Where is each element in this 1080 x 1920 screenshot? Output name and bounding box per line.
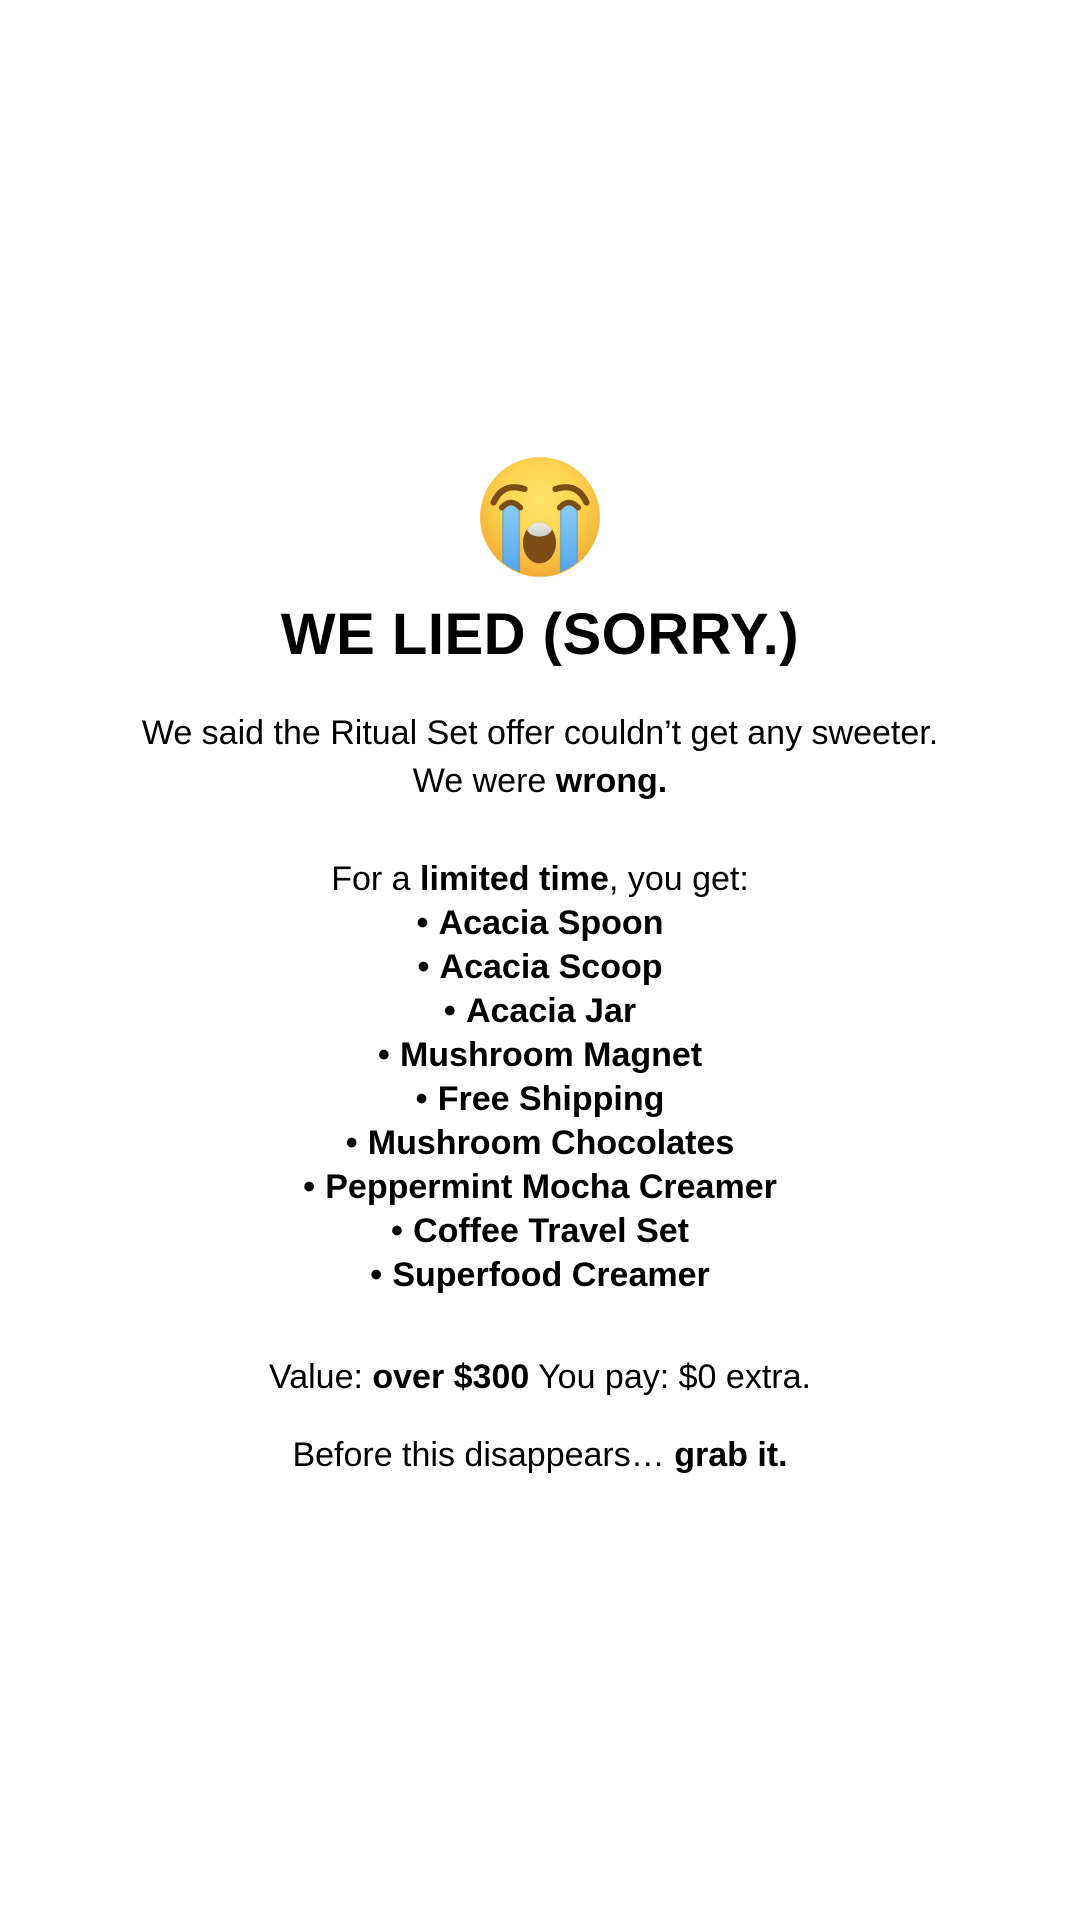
bullet-icon: • xyxy=(377,1036,390,1074)
offer-item-label: Mushroom Magnet xyxy=(399,1036,703,1074)
offer-item-label: Acacia Scoop xyxy=(439,948,663,986)
closing-bold: grab it. xyxy=(674,1436,788,1474)
offer-lead xyxy=(0,857,1080,901)
bullet-icon: • xyxy=(391,1212,403,1250)
closing-line xyxy=(0,1433,1080,1477)
closing-text: Before this disappears… xyxy=(292,1436,675,1474)
bullet-icon: • xyxy=(303,1168,316,1206)
offer-list xyxy=(0,901,1080,1297)
offer-item-label: Mushroom Chocolates xyxy=(367,1124,735,1162)
value-rest: You pay: $0 extra. xyxy=(529,1358,811,1396)
offer-item xyxy=(0,989,1080,1033)
offer-item xyxy=(0,1033,1080,1077)
offer-item xyxy=(0,1077,1080,1121)
bullet-icon: • xyxy=(443,992,456,1030)
promo-intro xyxy=(128,709,952,805)
promo-intro-text: We said the Ritual Set offer couldn’t get any sweeter. We were xyxy=(141,714,939,800)
bullet-icon: • xyxy=(417,948,430,986)
offer-item-label: Acacia Jar xyxy=(465,992,637,1030)
offer-lead-pre: For a xyxy=(331,860,420,898)
bullet-icon: • xyxy=(345,1124,358,1162)
bullet-icon: • xyxy=(416,904,429,942)
offer-item-label: Coffee Travel Set xyxy=(413,1212,689,1250)
value-label: Value: xyxy=(269,1358,373,1396)
promo-heading: WE LIED (SORRY.) xyxy=(280,602,800,667)
offer-item xyxy=(0,1253,1080,1297)
offer-item xyxy=(0,945,1080,989)
offer-item-label: Superfood Creamer xyxy=(392,1256,710,1294)
value-amount: over $300 xyxy=(372,1358,530,1396)
loudly-crying-face-icon xyxy=(478,455,602,579)
bullet-icon: • xyxy=(370,1256,383,1294)
offer-item xyxy=(0,901,1080,945)
offer-lead-post: , you get: xyxy=(608,860,749,898)
offer-item-label: Free Shipping xyxy=(437,1080,665,1118)
promo-intro-bold: wrong. xyxy=(555,762,668,800)
offer-block xyxy=(0,857,1080,1297)
offer-item xyxy=(0,1121,1080,1165)
bullet-icon: • xyxy=(415,1080,428,1118)
offer-item-label: Acacia Spoon xyxy=(438,904,664,942)
value-line xyxy=(0,1355,1080,1399)
offer-item-label: Peppermint Mocha Creamer xyxy=(325,1168,777,1206)
crying-emoji xyxy=(0,455,1080,579)
offer-item xyxy=(0,1165,1080,1209)
offer-item xyxy=(0,1209,1080,1253)
offer-lead-bold: limited time xyxy=(420,860,609,898)
